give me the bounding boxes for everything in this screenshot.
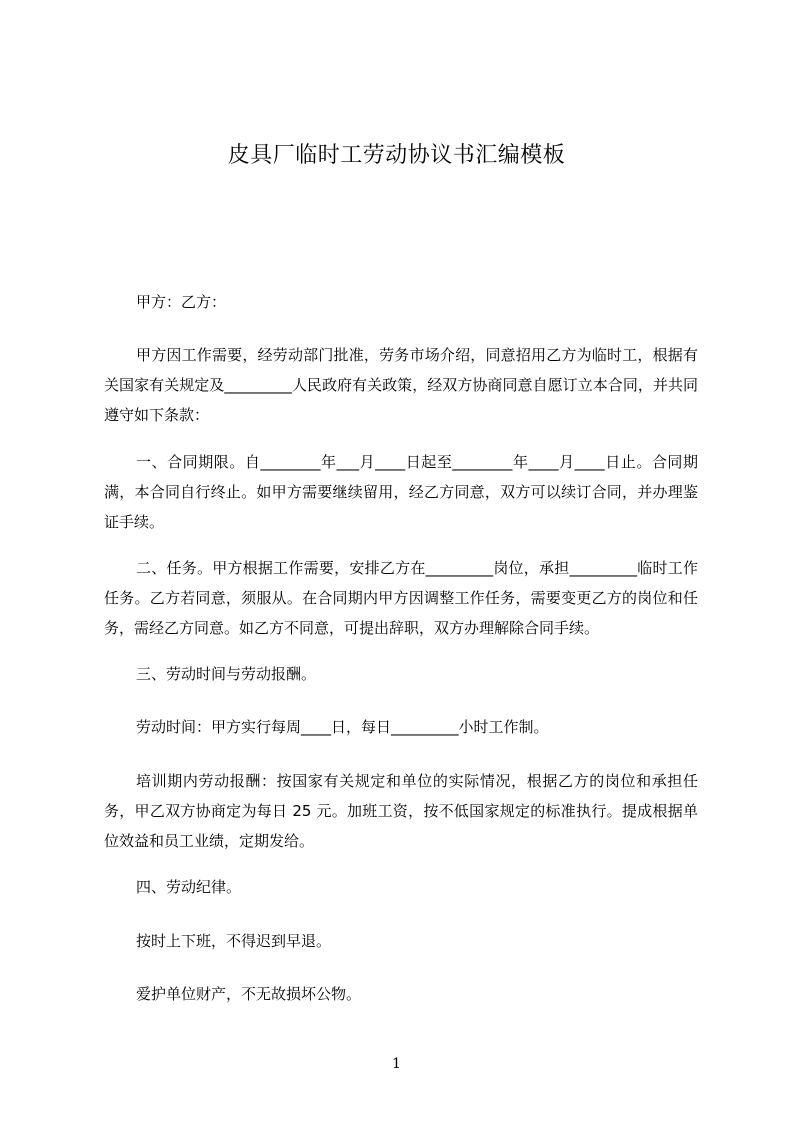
page-title: 皮具厂临时工劳动协议书汇编模板 <box>227 143 566 168</box>
pay-paragraph: 培训期内劳动报酬：按国家有关规定和单位的实际情况，根据乙方的岗位和承担任务，甲乙双方协商定为每日 25 元。加班工资，按不低国家规定的标准执行。提成根据单位效益和员工业绩，定期发给。 <box>104 772 698 850</box>
discipline-item-property: 爱护单位财产，不无故损坏公物。 <box>136 985 362 1003</box>
working-hours-paragraph: 劳动时间：甲方实行每周____日，每日_________小时工作制。 <box>136 718 549 736</box>
clause-term-paragraph: 一、合同期限。自________年___月____日起至________年____月____日止。合同期满，本合同自行终止。如甲方需要继续留用，经乙方同意，双方可以续订合同，并办理鉴证手续。 <box>104 453 698 531</box>
page-number: 1 <box>392 1056 401 1072</box>
party-line: 甲方：乙方： <box>136 293 227 311</box>
discipline-item-punctuality: 按时上下班，不得迟到早退。 <box>136 932 332 950</box>
clause-discipline-heading: 四、劳动纪律。 <box>136 878 242 896</box>
clause-task-paragraph: 二、任务。甲方根据工作需要，安排乙方在_________岗位，承担_________临时工作任务。乙方若同意，须服从。在合同期内甲方因调整工作任务，需要变更乙方的岗位和任务，需经乙方同意。如乙方不同意，可提出辞职，双方办理解除合同手续。 <box>104 559 698 637</box>
clause-hours-heading: 三、劳动时间与劳动报酬。 <box>136 665 317 683</box>
preamble-paragraph: 甲方因工作需要，经劳动部门批准，劳务市场介绍，同意招用乙方为临时工，根据有关国家有关规定及_________人民政府有关政策，经双方协商同意自愿订立本合同，并共同遵守如下条款： <box>104 346 698 424</box>
